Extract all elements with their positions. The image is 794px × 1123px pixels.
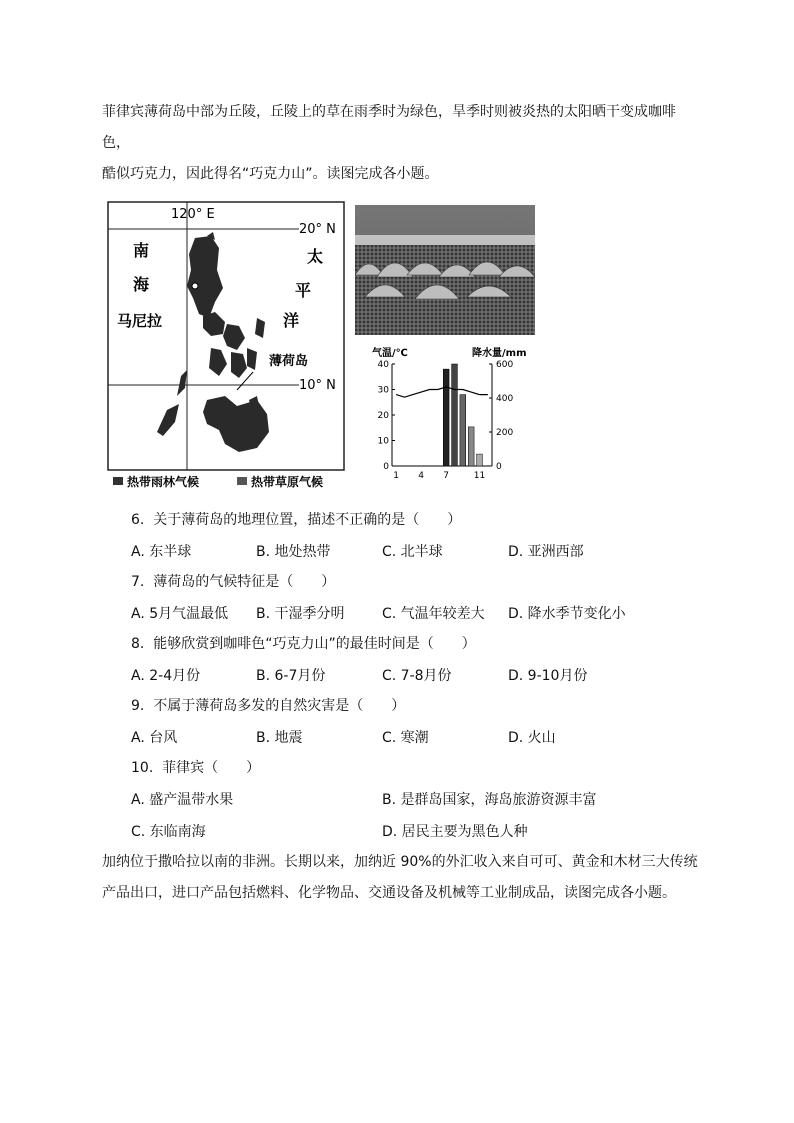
- temp-axis-title: 气温/℃: [372, 348, 408, 359]
- temp-tick-label: 0: [383, 462, 389, 472]
- option-b[interactable]: B. 6-7月份: [256, 668, 326, 684]
- intro-paragraph-1: [102, 97, 702, 190]
- pacific-char-1: 太: [307, 247, 324, 266]
- option-c[interactable]: C. 7-8月份: [382, 668, 452, 684]
- manila-marker: [192, 283, 198, 289]
- option-c[interactable]: C. 北半球: [382, 544, 443, 560]
- question-text: 不属于薄荷岛多发的自然灾害是（ ）: [153, 698, 406, 714]
- question-9: [131, 695, 405, 715]
- precip-bar: [452, 364, 458, 466]
- intro2-line-2: 产品出口，进口产品包括燃料、化学物品、交通设备及机械等工业制成品，读图完成各小题。: [102, 885, 676, 901]
- precip-tick-label: 400: [496, 394, 514, 404]
- option-b[interactable]: B. 是群岛国家，海岛旅游资源丰富: [382, 792, 597, 808]
- question-7: [131, 571, 335, 591]
- pacific-char-2: 平: [295, 281, 312, 300]
- question-6: [131, 509, 461, 529]
- option-b[interactable]: B. 地震: [256, 730, 303, 746]
- precip-tick-label: 0: [496, 462, 502, 472]
- temp-tick-label: 30: [377, 385, 389, 396]
- question-10: [131, 757, 260, 777]
- pacific-char-3: 洋: [283, 311, 300, 330]
- option-a[interactable]: A. 台风: [131, 730, 178, 746]
- chocolate-hills-photo: [355, 205, 535, 335]
- month-tick-label: 4: [418, 471, 425, 481]
- precip-axis-title: 降水量/mm: [472, 348, 527, 359]
- legend-savanna-label: 热带草原气候: [251, 475, 324, 489]
- intro2-line-1: 加纳位于撒哈拉以南的非洲。长期以来，加纳近 90%的外汇收入来自可可、黄金和木材三大传统: [102, 854, 698, 870]
- chart-plot-area: [378, 360, 514, 481]
- month-tick-label: 1: [393, 471, 400, 481]
- precip-bar: [460, 395, 466, 466]
- question-8: [131, 633, 476, 653]
- philippines-map: [107, 200, 347, 494]
- south-sea-char-1: 南: [133, 241, 150, 260]
- option-c[interactable]: C. 气温年较差大: [382, 606, 485, 622]
- option-b[interactable]: B. 干湿季分明: [256, 606, 345, 622]
- south-sea-char-2: 海: [133, 275, 150, 294]
- manila-label: 马尼拉: [117, 312, 163, 330]
- question-number: 10.: [131, 760, 154, 776]
- lat-top-label: 20° N: [299, 222, 336, 237]
- legend-savanna-swatch: [237, 477, 247, 485]
- option-c[interactable]: C. 寒潮: [382, 730, 429, 746]
- question-text: 菲律宾（ ）: [162, 760, 261, 776]
- option-d[interactable]: D. 亚洲西部: [508, 544, 584, 560]
- temp-tick-label: 20: [377, 411, 389, 421]
- lat-bottom-label: 10° N: [299, 378, 336, 393]
- intro-paragraph-2: [102, 847, 702, 909]
- option-a[interactable]: A. 东半球: [131, 544, 192, 560]
- month-tick-label: 11: [473, 471, 486, 481]
- question-number: 6.: [131, 512, 145, 528]
- temp-tick-label: 10: [377, 436, 389, 447]
- precip-bar: [468, 427, 474, 466]
- question-number: 9.: [131, 698, 145, 714]
- intro-line-1: 菲律宾薄荷岛中部为丘陵，丘陵上的草在雨季时为绿色，旱季时则被炎热的太阳晒干变成咖啡色，: [102, 104, 676, 151]
- figure-block: [107, 200, 547, 494]
- lon-label: 120° E: [171, 207, 215, 222]
- climate-chart: [372, 344, 552, 484]
- question-number: 7.: [131, 574, 145, 590]
- bohol-label: 薄荷岛: [269, 354, 309, 369]
- question-text: 能够欣赏到咖啡色“巧克力山”的最佳时间是（ ）: [153, 636, 476, 652]
- precip-tick-label: 200: [496, 428, 514, 438]
- option-d[interactable]: D. 火山: [508, 730, 556, 746]
- question-text: 关于薄荷岛的地理位置，描述不正确的是（ ）: [153, 512, 462, 528]
- intro-line-2: 酷似巧克力，因此得名“巧克力山”。读图完成各小题。: [102, 166, 439, 182]
- precip-bar: [477, 454, 483, 466]
- option-d[interactable]: D. 9-10月份: [508, 668, 588, 684]
- option-a[interactable]: A. 2-4月份: [131, 668, 201, 684]
- legend-rainforest-label: 热带雨林气候: [127, 475, 200, 489]
- precip-tick-label: 600: [496, 360, 514, 370]
- legend-rainforest-swatch: [113, 477, 123, 485]
- option-a[interactable]: A. 5月气温最低: [131, 606, 229, 622]
- precip-bar: [443, 369, 449, 466]
- month-tick-label: 7: [443, 471, 450, 481]
- option-a[interactable]: A. 盛产温带水果: [131, 792, 234, 808]
- question-number: 8.: [131, 636, 145, 652]
- option-d[interactable]: D. 居民主要为黑色人种: [382, 824, 528, 840]
- temperature-line: [396, 387, 488, 397]
- question-text: 薄荷岛的气候特征是（ ）: [153, 574, 336, 590]
- temp-tick-label: 40: [377, 360, 389, 370]
- option-b[interactable]: B. 地处热带: [256, 544, 331, 560]
- option-c[interactable]: C. 东临南海: [131, 824, 206, 840]
- option-d[interactable]: D. 降水季节变化小: [508, 606, 626, 622]
